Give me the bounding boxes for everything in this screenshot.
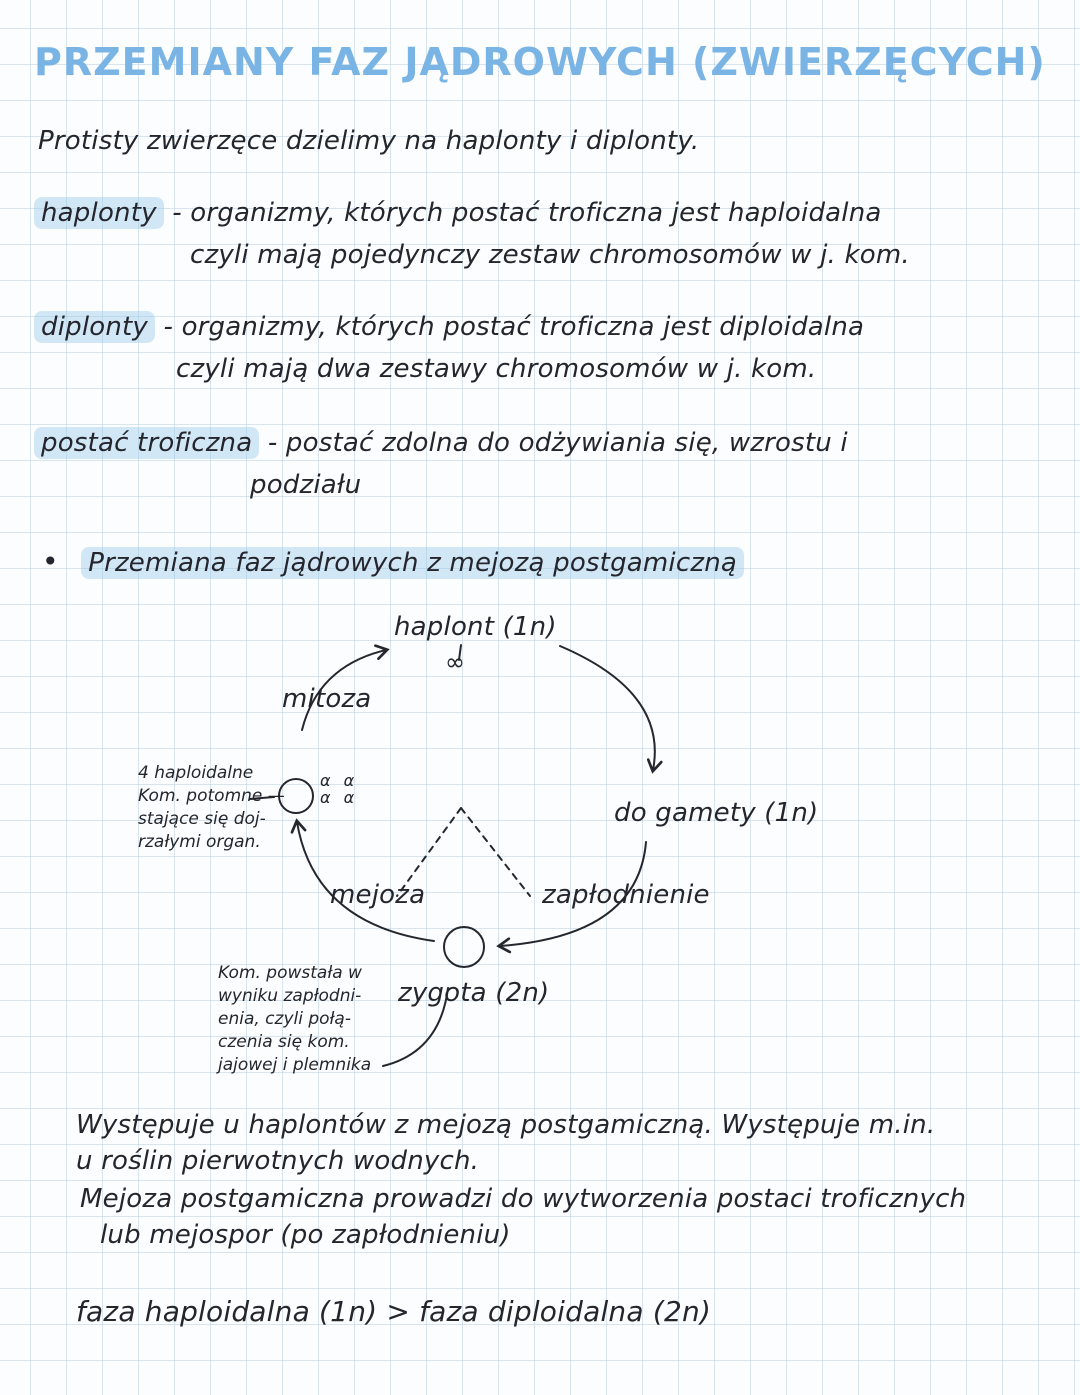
zygote-circle [444, 927, 484, 967]
diagram-label-mitoza: mitoza [282, 684, 372, 714]
note-line: rzałymi organ. [138, 832, 261, 852]
zygote-note [218, 962, 371, 1077]
definition-haplonty-text-2: czyli mają pojedynczy zestaw chromosomów w j. kom. [190, 240, 910, 270]
dash-separator: - [172, 198, 182, 228]
footer-text-2: u roślin pierwotnych wodnych. [76, 1146, 480, 1176]
note-line: enia, czyli połą- [218, 1009, 351, 1029]
infinity-symbol: ∞ [445, 648, 466, 676]
note-line: czenia się kom. [218, 1032, 350, 1052]
definition-diplonty [34, 312, 864, 342]
term-postac-troficzna: postać troficzna [34, 427, 259, 459]
section-heading-text: Przemiana faz jądrowych z mejozą postgamiczną [81, 547, 744, 579]
definition-haplonty-text: organizmy, których postać troficzna jest haploidalna [190, 198, 882, 228]
arrow-haplont-to-gametes [560, 646, 655, 770]
note-line: stające się doj- [138, 809, 266, 829]
intro-text: Protisty zwierzęce dzielimy na haplonty i diplonty. [38, 126, 700, 156]
footer-text-4: lub mejospor (po zapłodnieniu) [100, 1220, 511, 1250]
dashed-line-zaplodnienie [461, 808, 530, 896]
definition-haplonty [34, 198, 882, 228]
diagram-label-haplont: haplont (1n) [394, 612, 557, 642]
note-line: Kom. potomne — [138, 786, 285, 806]
definition-troficzna-text-2: podziału [250, 470, 362, 500]
dash-separator: - [267, 428, 278, 458]
phase-formula: faza haploidalna (1n) > faza diploidalna (2n) [76, 1295, 712, 1328]
cells-row-2: α α [320, 788, 359, 807]
diagram-label-zaplodnienie: zapłodnienie [542, 880, 710, 910]
section-heading [42, 545, 744, 578]
note-line: 4 haploidalne [138, 763, 254, 783]
definition-diplonty-text: organizmy, których postać troficzna jest diploidalna [181, 312, 865, 342]
note-line: jajowej i plemnika [218, 1055, 372, 1075]
term-haplonty: haplonty [34, 197, 164, 229]
definition-diplonty-text-2: czyli mają dwa zestawy chromosomów w j. kom. [176, 354, 817, 384]
footer-text-1: Występuje u haplontów z mejozą postgamiczną. Występuje m.in. [76, 1110, 936, 1140]
cells-row-1: α α [320, 771, 359, 790]
footer-text-3: Mejoza postgamiczna prowadzi do wytworzenia postaci troficznych [80, 1184, 967, 1214]
dash-separator: - [163, 312, 174, 342]
diagram-label-zygota: zygota (2n) [398, 978, 550, 1008]
haploid-cells-note [138, 762, 285, 854]
definition-troficzna [34, 428, 848, 458]
page-title: PRZEMIANY FAZ JĄDROWYCH (ZWIERZĘCYCH) [34, 40, 1046, 84]
diagram-label-gamety: do gamety (1n) [614, 798, 819, 828]
note-line: wyniku zapłodni- [218, 986, 362, 1006]
note-line: Kom. powstała w [218, 963, 362, 983]
bullet-icon: • [42, 545, 59, 578]
diagram-label-mejoza: mejoza [330, 880, 426, 910]
definition-troficzna-text: postać zdolna do odżywiania się, wzrostu i [285, 428, 848, 458]
term-diplonty: diplonty [34, 311, 155, 343]
haploid-cells-glyphs [320, 772, 358, 806]
